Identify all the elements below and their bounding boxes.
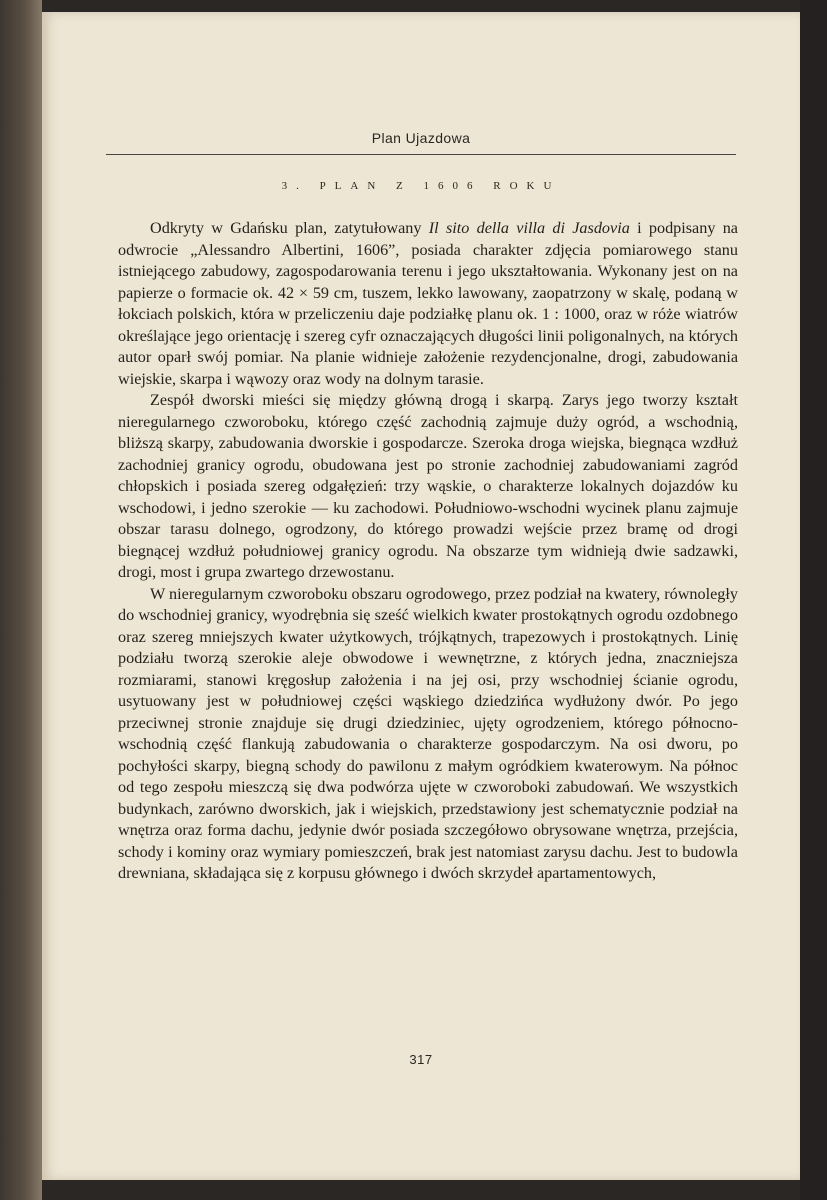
paragraph-3 — [118, 584, 738, 885]
paragraph-text-run: Odkryty w Gdańsku plan, zatytułowany — [150, 219, 429, 237]
paragraph-text-run: W nieregularnym czworoboku obszaru ogrodowego, przez podział na kwatery, równoległy do wschodniej granicy, wyodrębnia się sześć wielkich kwater prostokątnych ogrodu ozdobnego oraz szereg mniejszych kwater użytkowych, trójkątnych, trapezowych i prostokątnych. Linię podziału tworzą szerokie aleje obwodowe i wewnętrzne, z których jedna, znaczniejsza rozmiarami, stanowi kręgosłup założenia i na jej osi, przy wschodniej ścianie ogrodu, usytuowany jest w południowej części wąskiego dziedzińca wydłużony dwór. Po jego przeciwnej stronie znajduje się drugi dziedziniec, ujęty ogrodzeniem, którego północno-wschodnią część flankują zabudowania o charakterze gospodarczym. Na osi dworu, po pochyłości skarpy, biegną schody do pawilonu z małym ogródkiem kwaterowym. Na północ od tego zespołu mieszczą się dwa podwórza ujęte w czworoboki zabudowań. We wszystkich budynkach, zarówno dworskich, jak i wiejskich, przedstawiony jest schematycznie podział na wnętrza oraz forma dachu, jedynie dwór posiada szczegółowo obrysowane wnętrza, przejścia, schody i kominy oraz wymiary pomieszczeń, brak jest natomiast zarysu dachu. Jest to budowla drewniana, składająca się z korpusu głównego i dwóch skrzydeł apartamentowych, — [118, 584, 738, 882]
paragraph-2 — [118, 390, 738, 584]
page-number: 317 — [409, 1052, 433, 1067]
paragraph-text-run: Zespół dworski mieści się między główną drogą i skarpą. Zarys jego tworzy kształt nieregularnego czworoboku, którego część zachodnią zajmuje duży ogród, a wschodnią, bliższą skarpy, zabudowania dworskie i gospodarcze. Szeroka droga wiejska, biegnąca wzdłuż zachodniej granicy ogrodu, obudowana jest po stronie zachodniej zabudowaniami zagród chłopskich i posiada szereg odgałęzień: trzy wąskie, o charakterze lokalnych dojazdów ku wschodowi, i jedno szerokie — ku zachodowi. Południowo-wschodni wycinek planu zajmuje obszar tarasu dolnego, ogrodzony, do którego prowadzi wejście przez bramę od drogi biegnącej wzdłuż południowej granicy ogrodu. Na obszarze tym widnieją dwie sadzawki, drogi, most i grupa zwartego drzewostanu. — [118, 391, 738, 581]
running-head: Plan Ujazdowa — [371, 130, 471, 146]
header-divider — [106, 154, 736, 155]
book-binding-edge — [0, 0, 42, 1200]
book-page — [42, 12, 800, 1180]
section-title: 3. PLAN Z 1606 ROKU — [281, 180, 561, 192]
italic-title-text: Il sito della villa di Jasdovia — [428, 219, 630, 237]
paragraph-text-run: i podpisany na odwrocie „Alessandro Albertini, 1606”, posiada charakter zdjęcia pomiarowego stanu istniejącego zabudowy, zagospodarowania terenu i jego ukształtowania. Wykonany jest on na papierze o formacie ok. 42 × 59 cm, tuszem, lekko lawowany, zaopatrzony w skalę, podaną w łokciach polskich, która w przeliczeniu daje podziałkę planu ok. 1 : 1000, oraz w róże wiatrów określające jego orientację i szereg cyfr oznaczających długości linii poligonalnych, na których autor oparł swój pomiar. Na planie widnieje założenie rezydencjonalne, drogi, zabudowania wiejskie, skarpa i wąwozy oraz wody na dolnym tarasie. — [118, 219, 738, 388]
body-text — [118, 218, 738, 885]
scan-right-edge — [800, 0, 827, 1200]
paragraph-1 — [118, 218, 738, 390]
